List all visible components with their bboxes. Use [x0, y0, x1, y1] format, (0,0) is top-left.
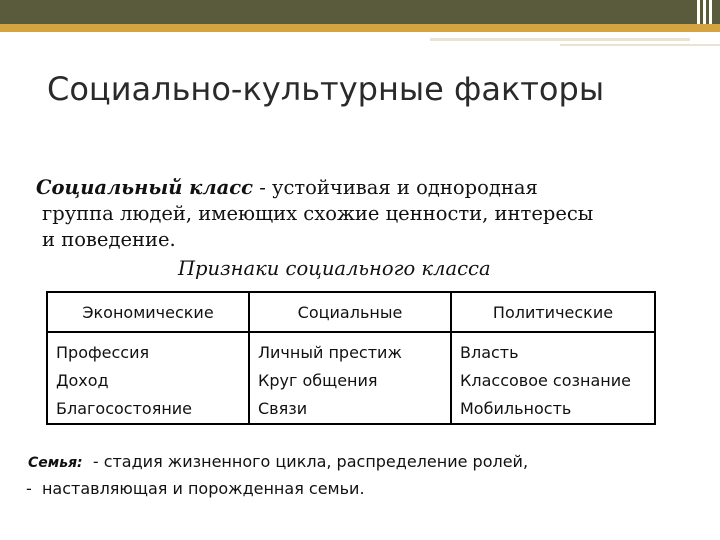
column-header-political: Политические	[451, 292, 655, 332]
definition-term: Социальный класс	[36, 176, 254, 199]
table-cell-social	[249, 332, 451, 424]
decorative-rule	[560, 44, 720, 46]
decorative-rule	[430, 38, 690, 41]
column-header-economic: Экономические	[47, 292, 249, 332]
family-paragraph	[28, 449, 688, 501]
signs-heading: Признаки социального класса	[178, 257, 491, 280]
family-text: - стадия жизненного цикла, распределение ролей,	[82, 452, 529, 471]
list-item: Личный престиж	[258, 343, 402, 362]
header-band	[0, 0, 720, 24]
list-item: Связи	[258, 399, 308, 418]
accent-bar	[0, 24, 720, 32]
family-line: - наставляющая и порожденная семьи.	[26, 479, 365, 498]
table-cell-economic	[47, 332, 249, 424]
family-label: Семья:	[28, 455, 83, 471]
band-stripe	[697, 0, 700, 24]
band-stripe	[703, 0, 706, 24]
list-item: Классовое сознание	[460, 371, 631, 390]
list-item: Круг общения	[258, 371, 378, 390]
list-item: Мобильность	[460, 399, 572, 418]
list-item: Власть	[460, 343, 519, 362]
list-item: Профессия	[56, 343, 150, 362]
definition-line: и поведение.	[42, 228, 176, 251]
list-item: Благосостояние	[56, 399, 193, 418]
definition-text: - устойчивая и однородная	[253, 176, 538, 199]
definition-paragraph	[36, 175, 676, 253]
table-row	[47, 332, 655, 424]
column-header-social: Социальные	[249, 292, 451, 332]
class-signs-table	[46, 291, 656, 425]
table-header-row	[47, 292, 655, 332]
list-item: Доход	[56, 371, 109, 390]
family-line	[28, 449, 688, 476]
band-stripe	[709, 0, 712, 24]
definition-line: группа людей, имеющих схожие ценности, интересы	[42, 202, 594, 225]
table-cell-political	[451, 332, 655, 424]
slide-title: Социально-культурные факторы	[47, 70, 605, 108]
